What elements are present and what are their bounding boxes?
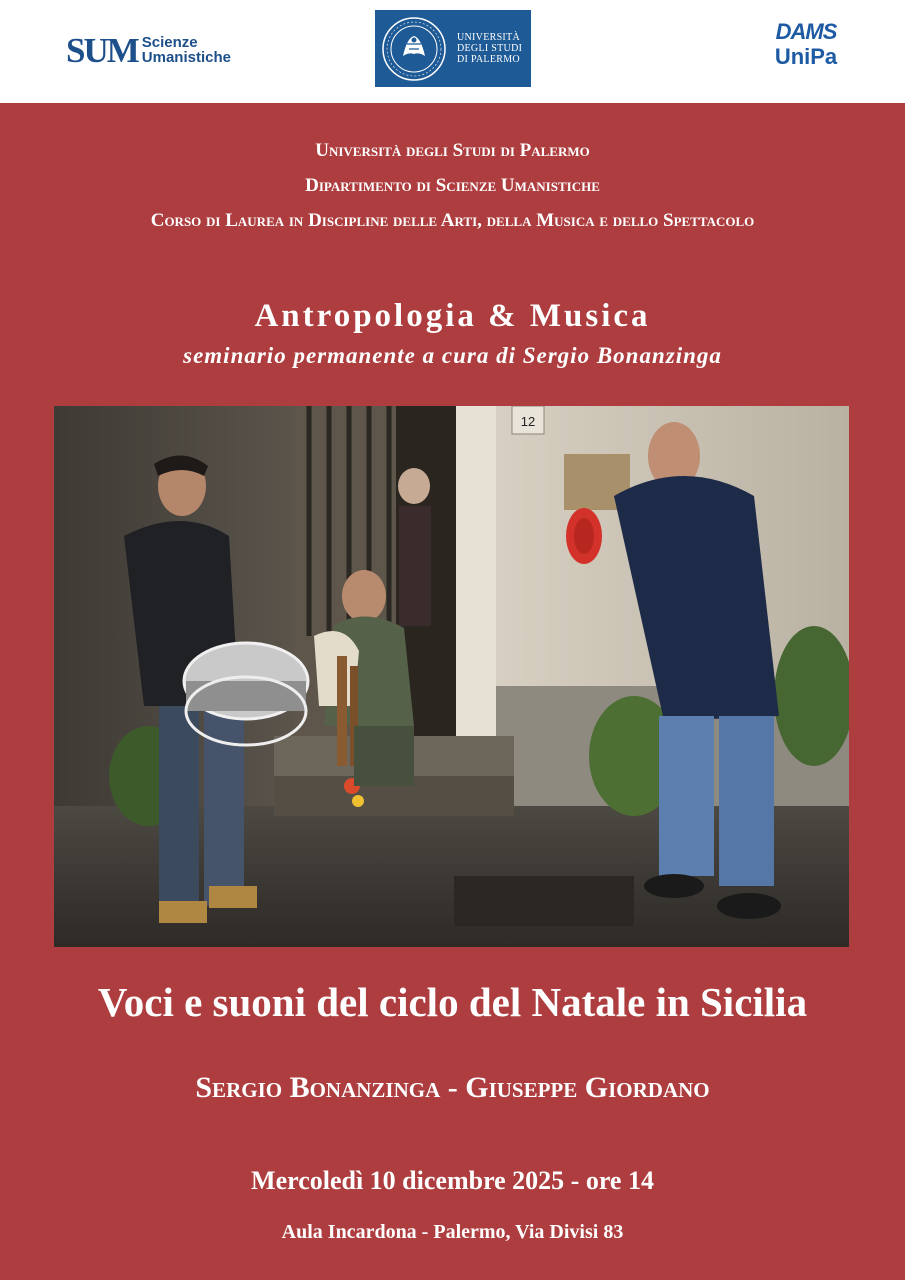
musicians-photo-illustration: [54, 406, 849, 947]
door-number: 12: [520, 414, 536, 429]
sum-logo-text: [142, 35, 231, 65]
dams-logo: [766, 20, 846, 86]
event-speakers: Sergio Bonanzinga - Giuseppe Giordano: [195, 1071, 710, 1104]
unipa-logo: [375, 10, 531, 87]
unipa-logo-line2: DEGLI STUDI: [457, 43, 523, 54]
unipa-logo-line1: UNIVERSITÀ: [457, 32, 520, 43]
institution-line-2: Dipartimento di Scienze Umanistiche: [305, 175, 600, 196]
university-seal-icon: [381, 16, 447, 82]
institution-line-1: Università degli Studi di Palermo: [315, 140, 590, 161]
dams-logo-bottom: UniPa: [774, 44, 838, 69]
event-venue: Aula Incardona - Palermo, Via Divisi 83: [281, 1221, 624, 1243]
event-photo: [54, 406, 849, 947]
event-date: Mercoledì 10 dicembre 2025 - ore 14: [251, 1166, 654, 1195]
event-title: Voci e suoni del ciclo del Natale in Sicilia: [97, 979, 808, 1025]
unipa-logo-line3: DI PALERMO: [457, 54, 520, 65]
sum-logo: [66, 30, 231, 70]
unipa-logo-text: [457, 32, 522, 65]
institution-line-3: Corso di Laurea in Discipline delle Arti, della Musica e dello Spettacolo: [150, 210, 755, 231]
sum-logo-line2: Umanistiche: [141, 49, 231, 66]
sum-logo-mark: SUM: [66, 30, 138, 70]
series-title: Antropologia & Musica: [254, 298, 651, 334]
series-subtitle: seminario permanente a cura di Sergio Bonanzinga: [183, 343, 722, 368]
logo-bar: [0, 0, 905, 103]
sum-logo-line1: Scienze: [141, 34, 198, 51]
dams-logo-top: DAMS: [775, 19, 837, 44]
